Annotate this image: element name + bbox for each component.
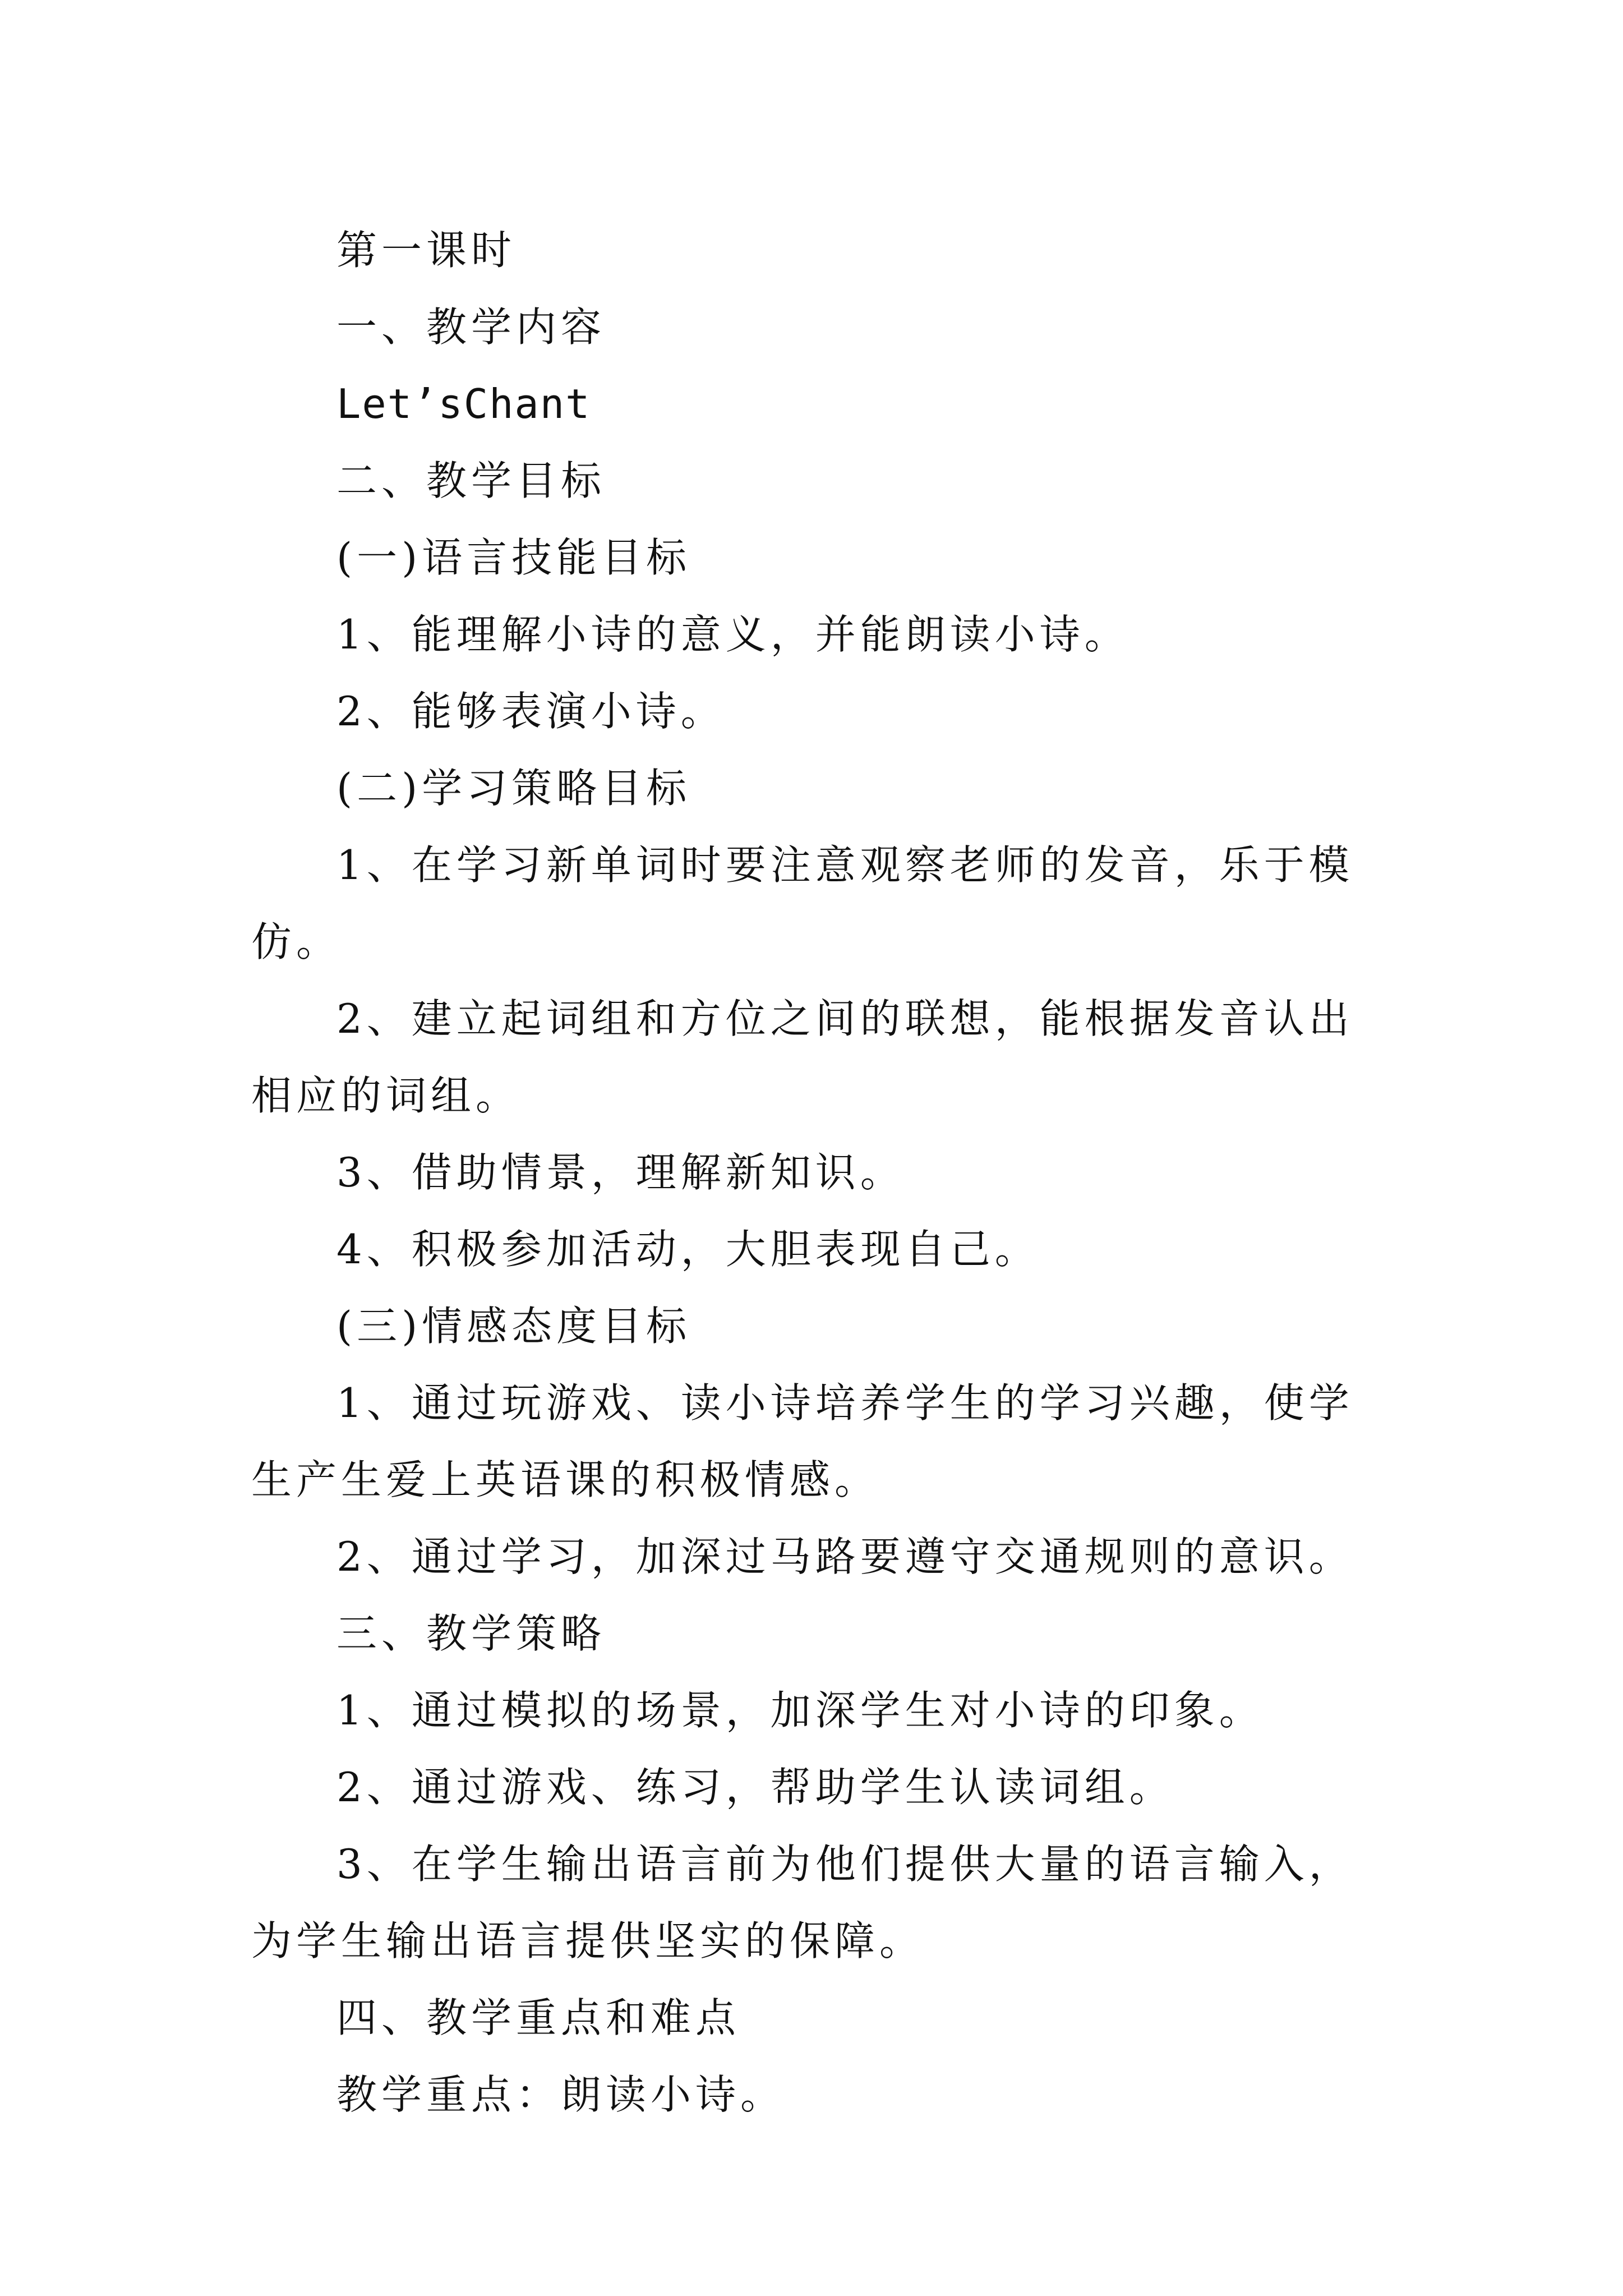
document-body bbox=[251, 212, 1384, 2133]
subheading-language-skills: (一)语言技能目标 bbox=[336, 534, 691, 581]
list-item: 3、借助情景，理解新知识。 bbox=[336, 1149, 905, 1196]
subheading-emotional-attitude: (三)情感态度目标 bbox=[336, 1303, 691, 1350]
content-title: Let’sChant bbox=[336, 380, 591, 427]
section-heading-teaching-strategy: 三、教学策略 bbox=[336, 1610, 606, 1657]
list-item: 1、通过玩游戏、读小诗培养学生的学习兴趣，使学生产生爱上英语课的积极情感。 bbox=[251, 1379, 1354, 1503]
list-item: 4、积极参加活动，大胆表现自己。 bbox=[336, 1226, 1040, 1273]
section-heading-teaching-content: 一、教学内容 bbox=[336, 303, 606, 351]
list-item: 2、能够表演小诗。 bbox=[336, 688, 726, 735]
list-item: 2、建立起词组和方位之间的联想，能根据发音认出相应的词组。 bbox=[251, 995, 1354, 1119]
lesson-title: 第一课时 bbox=[336, 227, 517, 274]
list-item: 2、通过游戏、练习，帮助学生认读词组。 bbox=[336, 1764, 1174, 1811]
list-item: 1、通过模拟的场景，加深学生对小诗的印象。 bbox=[336, 1687, 1264, 1734]
key-point-text: 教学重点：朗读小诗。 bbox=[336, 2071, 786, 2118]
subheading-learning-strategy: (二)学习策略目标 bbox=[336, 765, 691, 812]
list-item: 3、在学生输出语言前为他们提供大量的语言输入，为学生输出语言提供坚实的保障。 bbox=[251, 1841, 1354, 1964]
section-heading-teaching-goals: 二、教学目标 bbox=[336, 457, 606, 504]
list-item: 2、通过学习，加深过马路要遵守交通规则的意识。 bbox=[336, 1533, 1354, 1580]
section-heading-key-points: 四、教学重点和难点 bbox=[336, 1994, 741, 2041]
list-item: 1、在学习新单词时要注意观察老师的发音，乐于模仿。 bbox=[251, 841, 1354, 965]
list-item: 1、能理解小诗的意义，并能朗读小诗。 bbox=[336, 611, 1129, 658]
